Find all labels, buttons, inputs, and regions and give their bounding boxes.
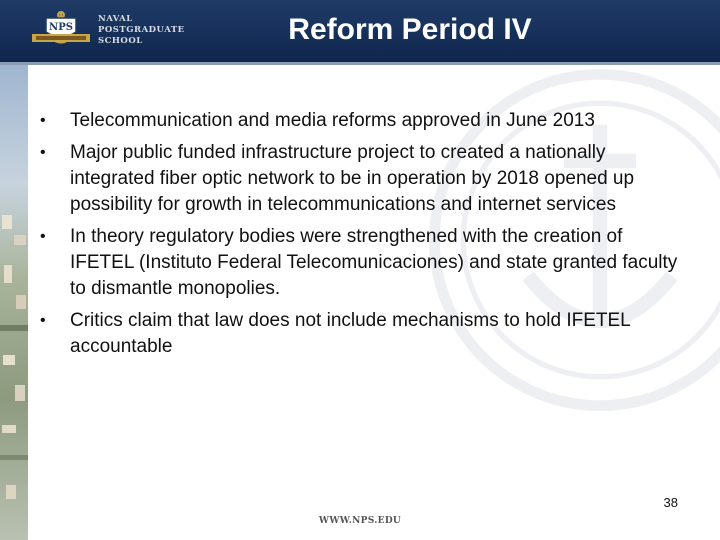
badge-text: NPS [49, 22, 73, 33]
bullet-text: Telecommunication and media reforms approved in June 2013 [70, 110, 595, 131]
bullet-text: In theory regulatory bodies were strengthened with the creation of IFETEL (Instituto Federal Telecomunicaciones) and state granted faculty to dismantle monopolies. [70, 226, 678, 299]
bullet-icon: • [40, 228, 46, 245]
school-line-3: SCHOOL [98, 36, 143, 46]
bullet-text: Major public funded infrastructure project to created a nationally integrated fiber optic network to be in operation by 2018 opened up possibility for growth in telecommunications and internet services [70, 142, 635, 215]
page-title: Reform Period IV [288, 13, 532, 46]
bullet-icon: • [40, 144, 46, 161]
school-name [98, 14, 185, 47]
bullet-icon: • [40, 312, 46, 329]
campus-photo-strip [0, 65, 28, 540]
page-number: 38 [663, 495, 678, 510]
slide-body [40, 108, 680, 366]
bullet-item [40, 308, 680, 360]
footer-url: WWW.NPS.EDU [318, 516, 402, 526]
bullet-list [40, 108, 680, 360]
bullet-text: Critics claim that law does not include mechanisms to hold IFETEL accountable [70, 310, 631, 357]
nps-logo [30, 8, 190, 54]
bullet-icon: • [40, 112, 46, 129]
nps-shield-icon [30, 10, 92, 50]
bullet-item [40, 140, 680, 218]
bullet-item [40, 224, 680, 302]
school-line-1: NAVAL [98, 14, 133, 24]
header-bar [0, 0, 720, 62]
bullet-item [40, 108, 680, 134]
school-line-2: POSTGRADUATE [98, 25, 185, 35]
